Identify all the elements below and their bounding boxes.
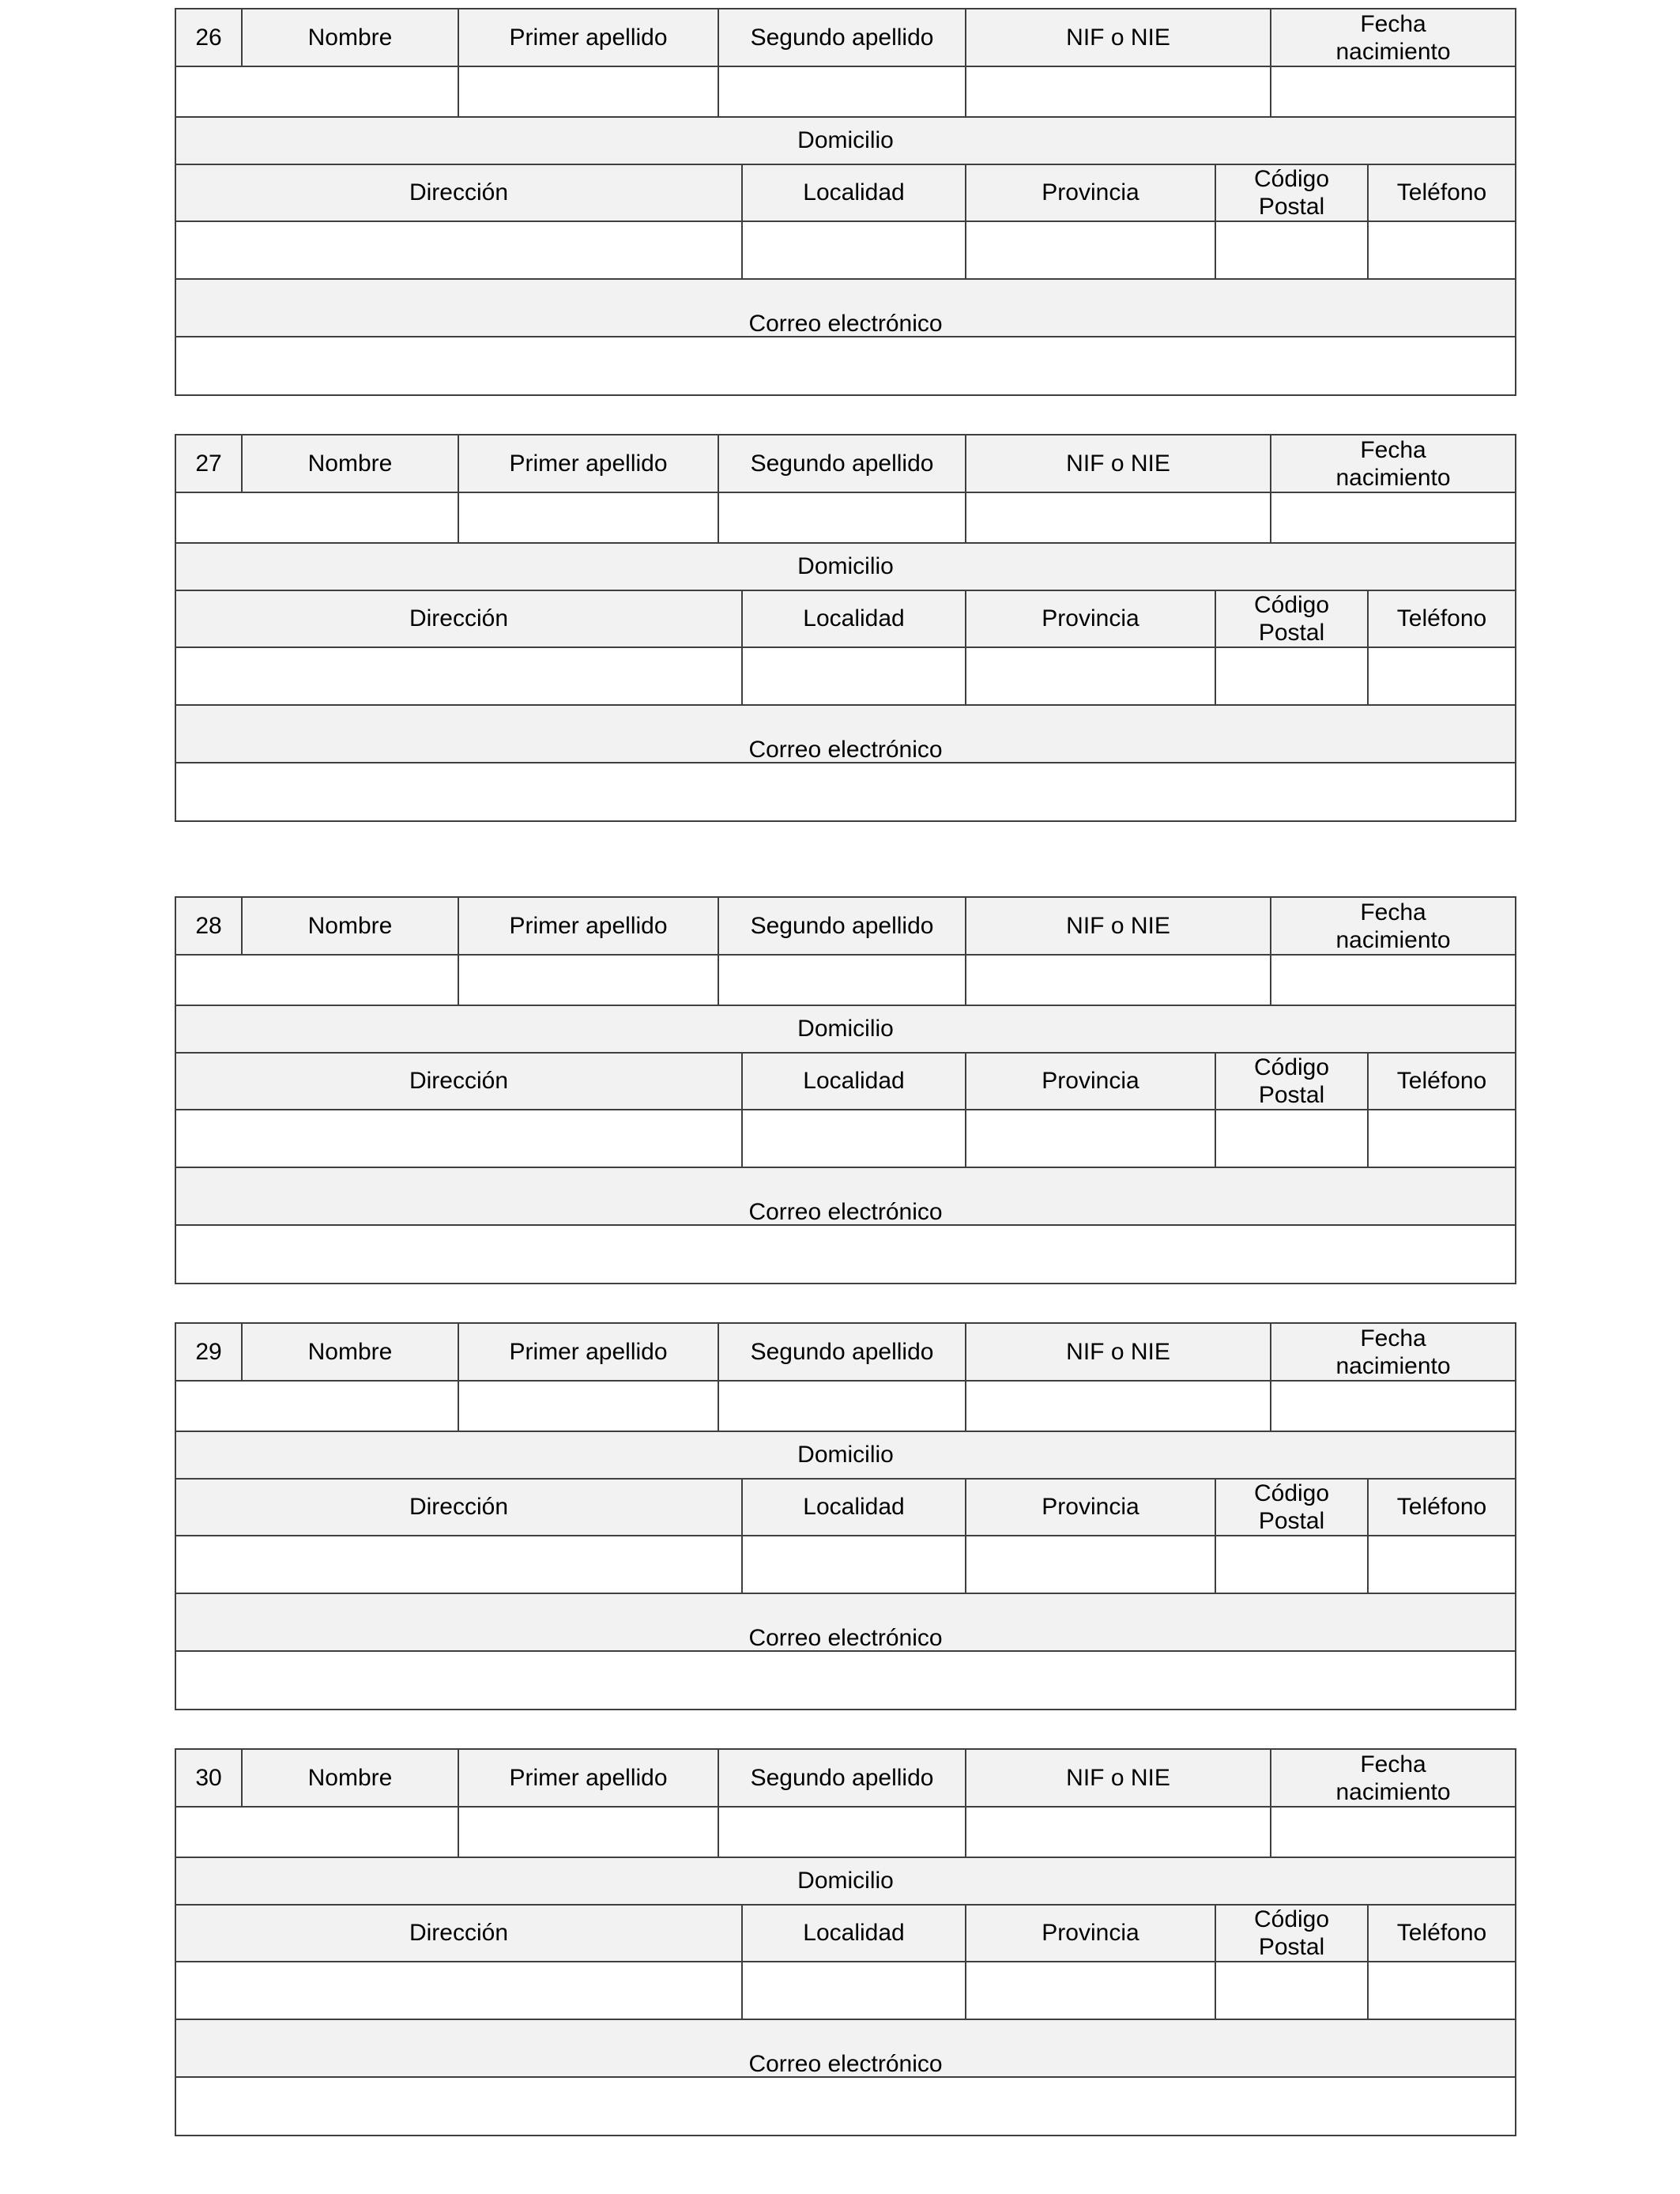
correo-electronico-label: Correo electrónico — [175, 1593, 1516, 1650]
codigo-postal-input[interactable] — [1215, 647, 1368, 705]
codigo-postal-label — [1215, 1905, 1368, 1962]
nombre-label: Nombre — [242, 1749, 458, 1807]
correo-electronico-input[interactable] — [175, 1225, 1516, 1284]
telefono-input[interactable] — [1368, 1110, 1516, 1167]
fecha-nacimiento-label — [1271, 1749, 1516, 1807]
direccion-label: Dirección — [175, 1479, 742, 1536]
provincia-label: Provincia — [966, 1905, 1215, 1962]
fecha-line-2: nacimiento — [1335, 926, 1451, 953]
correo-electronico-input[interactable] — [175, 337, 1516, 395]
codigo-line-2: Postal — [1258, 1933, 1325, 1960]
segundo-apellido-label: Segundo apellido — [718, 897, 966, 955]
localidad-label: Localidad — [742, 164, 966, 221]
telefono-label: Teléfono — [1368, 1905, 1516, 1962]
codigo-line-2: Postal — [1258, 1507, 1325, 1534]
primer-apellido-input[interactable] — [458, 955, 718, 1005]
nif-nie-input[interactable] — [966, 66, 1271, 116]
codigo-line-1: Código — [1253, 165, 1330, 192]
person-table — [175, 434, 1516, 822]
segundo-apellido-label: Segundo apellido — [718, 435, 966, 492]
telefono-input[interactable] — [1368, 1962, 1516, 2019]
person-table — [175, 1748, 1516, 2136]
block-number: 27 — [175, 435, 242, 492]
fecha-nacimiento-text — [1335, 10, 1450, 66]
nombre-input[interactable] — [175, 492, 458, 542]
person-table — [175, 1322, 1516, 1710]
localidad-label: Localidad — [742, 1479, 966, 1536]
primer-apellido-input[interactable] — [458, 492, 718, 542]
correo-electronico-input[interactable] — [175, 2077, 1516, 2136]
provincia-input[interactable] — [966, 647, 1215, 705]
fecha-line-2: nacimiento — [1335, 1352, 1451, 1379]
fecha-nacimiento-label — [1271, 897, 1516, 955]
segundo-apellido-input[interactable] — [718, 955, 966, 1005]
fecha-nacimiento-text — [1335, 1751, 1450, 1806]
telefono-label: Teléfono — [1368, 1479, 1516, 1536]
direccion-label: Dirección — [175, 1053, 742, 1110]
localidad-input[interactable] — [742, 1110, 966, 1167]
person-block-30 — [175, 1748, 1515, 2136]
nombre-label: Nombre — [242, 897, 458, 955]
domicilio-label: Domicilio — [175, 1431, 1516, 1479]
primer-apellido-label: Primer apellido — [458, 1749, 718, 1807]
nombre-input[interactable] — [175, 1381, 458, 1431]
segundo-apellido-input[interactable] — [718, 492, 966, 542]
nif-nie-label: NIF o NIE — [966, 1323, 1271, 1381]
provincia-input[interactable] — [966, 221, 1215, 279]
codigo-postal-text — [1254, 1480, 1329, 1535]
person-table — [175, 896, 1516, 1284]
codigo-line-1: Código — [1253, 591, 1330, 618]
segundo-apellido-input[interactable] — [718, 66, 966, 116]
segundo-apellido-input[interactable] — [718, 1807, 966, 1857]
fecha-nacimiento-label — [1271, 435, 1516, 492]
block-number: 26 — [175, 9, 242, 66]
fecha-nacimiento-label — [1271, 9, 1516, 66]
primer-apellido-label: Primer apellido — [458, 897, 718, 955]
telefono-input[interactable] — [1368, 647, 1516, 705]
provincia-label: Provincia — [966, 590, 1215, 647]
correo-electronico-label: Correo electrónico — [175, 1167, 1516, 1224]
provincia-input[interactable] — [966, 1110, 1215, 1167]
codigo-postal-label — [1215, 1053, 1368, 1110]
segundo-apellido-label: Segundo apellido — [718, 1323, 966, 1381]
codigo-line-1: Código — [1253, 1906, 1330, 1932]
nif-nie-input[interactable] — [966, 1807, 1271, 1857]
codigo-postal-input[interactable] — [1215, 1536, 1368, 1593]
codigo-line-1: Código — [1253, 1054, 1330, 1080]
fecha-nacimiento-text — [1335, 436, 1450, 492]
block-number: 30 — [175, 1749, 242, 1807]
nombre-input[interactable] — [175, 955, 458, 1005]
codigo-line-2: Postal — [1258, 1081, 1325, 1108]
person-block-26 — [175, 8, 1515, 396]
domicilio-label: Domicilio — [175, 1857, 1516, 1905]
fecha-nacimiento-input[interactable] — [1271, 1807, 1516, 1857]
codigo-postal-text — [1254, 591, 1329, 647]
telefono-label: Teléfono — [1368, 590, 1516, 647]
codigo-postal-input[interactable] — [1215, 221, 1368, 279]
person-table — [175, 8, 1516, 396]
nif-nie-label: NIF o NIE — [966, 9, 1271, 66]
direccion-input[interactable] — [175, 1110, 742, 1167]
correo-electronico-label: Correo electrónico — [175, 2019, 1516, 2076]
correo-electronico-label: Correo electrónico — [175, 705, 1516, 762]
direccion-label: Dirección — [175, 1905, 742, 1962]
telefono-label: Teléfono — [1368, 164, 1516, 221]
codigo-postal-input[interactable] — [1215, 1962, 1368, 2019]
provincia-input[interactable] — [966, 1962, 1215, 2019]
nif-nie-label: NIF o NIE — [966, 435, 1271, 492]
localidad-label: Localidad — [742, 1905, 966, 1962]
block-number: 29 — [175, 1323, 242, 1381]
primer-apellido-label: Primer apellido — [458, 435, 718, 492]
fecha-line-2: nacimiento — [1335, 1778, 1451, 1805]
fecha-line-2: nacimiento — [1335, 38, 1451, 65]
fecha-line-2: nacimiento — [1335, 464, 1451, 491]
localidad-input[interactable] — [742, 1536, 966, 1593]
segundo-apellido-input[interactable] — [718, 1381, 966, 1431]
codigo-postal-text — [1254, 165, 1329, 221]
codigo-postal-label — [1215, 164, 1368, 221]
provincia-input[interactable] — [966, 1536, 1215, 1593]
nombre-input[interactable] — [175, 1807, 458, 1857]
fecha-line-1: Fecha — [1360, 899, 1426, 925]
codigo-line-2: Postal — [1258, 193, 1325, 220]
nombre-label: Nombre — [242, 435, 458, 492]
fecha-line-1: Fecha — [1360, 1751, 1426, 1777]
codigo-postal-input[interactable] — [1215, 1110, 1368, 1167]
nombre-label: Nombre — [242, 1323, 458, 1381]
domicilio-label: Domicilio — [175, 543, 1516, 590]
fecha-nacimiento-text — [1335, 1325, 1450, 1380]
primer-apellido-label: Primer apellido — [458, 9, 718, 66]
fecha-nacimiento-input[interactable] — [1271, 1381, 1516, 1431]
person-block-27 — [175, 434, 1515, 822]
direccion-input[interactable] — [175, 647, 742, 705]
localidad-input[interactable] — [742, 221, 966, 279]
nif-nie-label: NIF o NIE — [966, 1749, 1271, 1807]
nombre-label: Nombre — [242, 9, 458, 66]
nif-nie-input[interactable] — [966, 955, 1271, 1005]
provincia-label: Provincia — [966, 1053, 1215, 1110]
block-number: 28 — [175, 897, 242, 955]
person-block-28 — [175, 896, 1515, 1284]
direccion-label: Dirección — [175, 164, 742, 221]
codigo-postal-label — [1215, 590, 1368, 647]
fecha-nacimiento-label — [1271, 1323, 1516, 1381]
telefono-input[interactable] — [1368, 221, 1516, 279]
direccion-input[interactable] — [175, 221, 742, 279]
primer-apellido-input[interactable] — [458, 1381, 718, 1431]
fecha-nacimiento-text — [1335, 899, 1450, 954]
domicilio-label: Domicilio — [175, 1005, 1516, 1053]
direccion-input[interactable] — [175, 1962, 742, 2019]
fecha-nacimiento-input[interactable] — [1271, 955, 1516, 1005]
localidad-input[interactable] — [742, 1962, 966, 2019]
fecha-line-1: Fecha — [1360, 436, 1426, 463]
fecha-line-1: Fecha — [1360, 1325, 1426, 1351]
primer-apellido-label: Primer apellido — [458, 1323, 718, 1381]
codigo-line-1: Código — [1253, 1480, 1330, 1506]
localidad-label: Localidad — [742, 1053, 966, 1110]
codigo-line-2: Postal — [1258, 619, 1325, 646]
segundo-apellido-label: Segundo apellido — [718, 9, 966, 66]
codigo-postal-text — [1254, 1054, 1329, 1109]
telefono-input[interactable] — [1368, 1536, 1516, 1593]
fecha-nacimiento-input[interactable] — [1271, 66, 1516, 116]
nif-nie-input[interactable] — [966, 1381, 1271, 1431]
localidad-input[interactable] — [742, 647, 966, 705]
nombre-input[interactable] — [175, 66, 458, 116]
provincia-label: Provincia — [966, 164, 1215, 221]
domicilio-label: Domicilio — [175, 117, 1516, 164]
primer-apellido-input[interactable] — [458, 1807, 718, 1857]
provincia-label: Provincia — [966, 1479, 1215, 1536]
nif-nie-label: NIF o NIE — [966, 897, 1271, 955]
nif-nie-input[interactable] — [966, 492, 1271, 542]
direccion-label: Dirección — [175, 590, 742, 647]
codigo-postal-text — [1254, 1906, 1329, 1961]
telefono-label: Teléfono — [1368, 1053, 1516, 1110]
fecha-line-1: Fecha — [1360, 10, 1426, 37]
segundo-apellido-label: Segundo apellido — [718, 1749, 966, 1807]
correo-electronico-label: Correo electrónico — [175, 279, 1516, 336]
primer-apellido-input[interactable] — [458, 66, 718, 116]
correo-electronico-input[interactable] — [175, 1651, 1516, 1710]
localidad-label: Localidad — [742, 590, 966, 647]
codigo-postal-label — [1215, 1479, 1368, 1536]
correo-electronico-input[interactable] — [175, 763, 1516, 821]
person-block-29 — [175, 1322, 1515, 1710]
direccion-input[interactable] — [175, 1536, 742, 1593]
fecha-nacimiento-input[interactable] — [1271, 492, 1516, 542]
